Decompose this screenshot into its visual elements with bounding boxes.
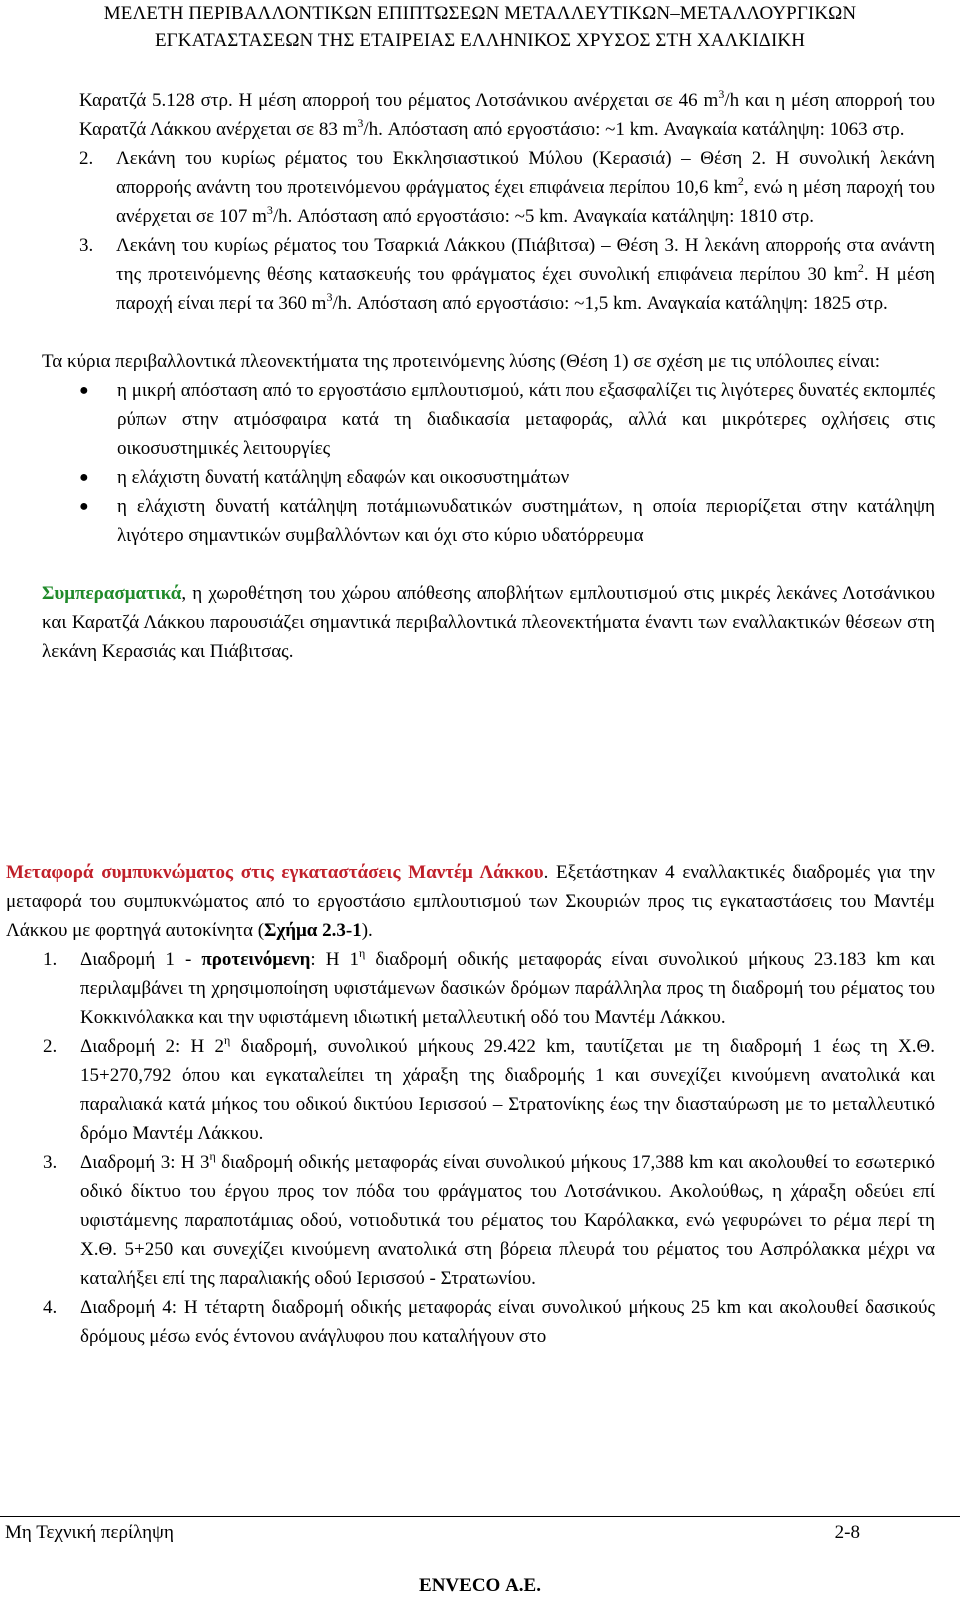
transport-paragraph <box>6 858 935 945</box>
superscript: 3 <box>357 116 364 130</box>
text: . Η μέση παροχή είναι περί τα 360 m <box>116 264 935 314</box>
superscript: 3 <box>718 87 725 101</box>
route-number: 3. <box>43 1152 58 1173</box>
route-item-2 <box>43 1032 935 1148</box>
route-item-3 <box>43 1148 935 1293</box>
advantages-intro: Τα κύρια περιβαλλοντικά πλεονεκτήματα της προτεινόμενης λύσης (Θέση 1) σε σχέση με τις υπόλοιπες είναι: <box>42 351 881 372</box>
text: : Η 1 <box>310 949 359 970</box>
route-item-1 <box>43 945 935 1032</box>
document-body <box>42 86 935 695</box>
text: η ελάχιστη δυνατή κατάληψη ποτάμιωνυδατικών συστημάτων, η οποία περιορίζεται στην κατάληψη λιγότερο σημαντικών συμβαλλόντων και όχι στο κύριο υδατόρρευμα <box>117 496 935 546</box>
spacer <box>42 318 935 347</box>
text: /h. Απόσταση από εργοστάσιο: ~1 km. Αναγκαία κατάληψη: 1063 στρ. <box>363 119 905 140</box>
route-list <box>43 945 935 1351</box>
text: Καρατζά 5.128 στρ. Η μέση απορροή του ρέματος Λοτσάνικου ανέρχεται σε 46 m <box>79 90 719 111</box>
advantages-list <box>42 376 935 550</box>
text: /h και η μέση απορροή του Καρατζά Λάκκου ανέρχεται σε 83 m <box>79 90 936 140</box>
text: διαδρομή οδικής μεταφοράς είναι συνολικού μήκους 17,388 km και ακολουθεί το εσωτερικό οδικό δίκτυο του έργου προς τον πόδα του φράγματος του Λοτσάνικου. Ακολούθως, η χάραξη οδεύει επί υφιστάμενης παραποτάμιας οδού, νοτιοδυτικά του ρέματος του Καρόλακκα, ενώ γεφυρώνει το ρέμα περί τη Χ.Θ. 5+250 και συνεχίζει κινούμενη ανατολικά στη βόρεια πλευρά του ρέματος του Ασπρόλακκα μέχρι να καταλήξει επί της παραλιακής οδού Ιερισσού - Στρατωνίου. <box>80 1152 935 1289</box>
superscript: η <box>358 946 366 960</box>
footer-divider <box>0 1516 960 1517</box>
site-number: 2. <box>79 148 94 169</box>
text: η ελάχιστη δυνατή κατάληψη εδαφών και οικοσυστημάτων <box>117 467 570 488</box>
text: ). <box>361 920 373 941</box>
text: Διαδρομή 1 - <box>80 949 202 970</box>
footer-title: Μη Τεχνική περίληψη <box>5 1522 174 1543</box>
superscript: 2 <box>737 174 744 188</box>
text: Διαδρομή 4: Η τέταρτη διαδρομή οδικής μεταφοράς είναι συνολικού μήκους 25 km και ακολουθεί δασικούς δρόμους μέσω ενός έντονου ανάγλυφου που καταλήγουν στο <box>80 1297 935 1347</box>
list-item <box>42 376 935 463</box>
site-item-2 <box>79 144 935 231</box>
bullet-icon: ● <box>79 382 89 399</box>
text: διαδρομή οδικής μεταφοράς είναι συνολικού μήκους 23.183 km και περιλαμβάνει τη χρησιμοποίηση υφιστάμενων δασικών δρόμων παράλληλα προς τη διαδρομή του ρέματος του Κοκκινόλακκα και την υφιστάμενη ιδιωτική μεταλλευτική οδό του Μαντέμ Λάκκου. <box>80 949 936 1028</box>
superscript: 2 <box>857 261 864 275</box>
proposed-label: προτεινόμενη <box>201 949 311 970</box>
text: , η χωροθέτηση του χώρου απόθεσης αποβλήτων εμπλουτισμού στις μικρές λεκάνες Λοτσάνικου και Καρατζά Λάκκου παρουσιάζει σημαντικά περιβαλλοντικά πλεονεκτήματα έναντι των εναλλακτικών θέσεων στη λεκάνη Κερασιάς και Πιάβιτσας. <box>42 583 935 662</box>
text: Λεκάνη του κυρίως ρέματος του Τσαρκιά Λάκκου (Πιάβιτσα) – Θέση 3. Η λεκάνη απορροής στα ανάντη της προτεινόμενης θέσης κατασκευής του φράγματος έχει συνολική επιφάνεια περίπου 30 km <box>116 235 935 285</box>
conclusion-lead: Συμπερασματικά <box>42 583 182 604</box>
spacer <box>42 666 935 695</box>
superscript: 3 <box>266 203 273 217</box>
header-line-2: ΕΓΚΑΤΑΣΤΑΣΕΩΝ ΤΗΣ ΕΤΑΙΡΕΙΑΣ ΕΛΛΗΝΙΚΟΣ ΧΡΥΣΟΣ ΣΤΗ ΧΑΛΚΙΔΙΚΗ <box>154 30 806 51</box>
text: η μικρή απόσταση από το εργοστάσιο εμπλουτισμού, κάτι που εξασφαλίζει τις λιγότερες δυνατές εκπομπές ρύπων στην ατμόσφαιρα κατά τη διαδικασία μεταφοράς, αλλά και μικρότερες οχλήσεις στις οικοσυστημικές λειτουργίες <box>117 380 935 459</box>
text: Διαδρομή 3: Η 3 <box>80 1152 210 1173</box>
figure-reference: Σχήμα 2.3-1 <box>264 920 362 941</box>
transport-lead: Μεταφορά συμπυκνώματος στις εγκαταστάσεις Μαντέμ Λάκκου <box>6 862 544 883</box>
text: , ενώ η μέση παροχή του ανέρχεται σε 107 m <box>116 177 936 227</box>
text: . Εξετάστηκαν 4 εναλλακτικές διαδρομές για την μεταφορά του συμπυκνώματος από το εργοστάσιο εμπλουτισμού των Σκουριών προς τις εγκαταστάσεις του Μαντέμ Λάκκου με φορτηγά αυτοκίνητα ( <box>6 862 935 941</box>
list-item <box>42 492 935 550</box>
superscript: η <box>209 1149 216 1163</box>
bullet-icon: ● <box>79 498 89 515</box>
header-line-1: ΜΕΛΕΤΗ ΠΕΡΙΒΑΛΛΟΝΤΙΚΩΝ ΕΠΙΠΤΩΣΕΩΝ ΜΕΤΑΛΛΕΥΤΙΚΩΝ–ΜΕΤΑΛΛΟΥΡΓΙΚΩΝ <box>103 3 857 24</box>
route-number: 1. <box>43 949 58 970</box>
text: /h. Απόσταση από εργοστάσιο: ~5 km. Αναγκαία κατάληψη: 1810 στρ. <box>272 206 814 227</box>
site-list <box>79 144 935 318</box>
site-number: 3. <box>79 235 94 256</box>
transport-section <box>6 858 935 1351</box>
text: /h. Απόσταση από εργοστάσιο: ~1,5 km. Αναγκαία κατάληψη: 1825 στρ. <box>332 293 888 314</box>
route-number: 4. <box>43 1297 58 1318</box>
text: Διαδρομή 2: Η 2 <box>80 1036 225 1057</box>
bullet-icon: ● <box>79 469 89 486</box>
page-header <box>0 0 960 54</box>
spacer <box>42 550 935 579</box>
route-item-4 <box>43 1293 935 1351</box>
superscript: 3 <box>326 290 333 304</box>
footer-company: ENVECO Α.Ε. <box>419 1575 541 1596</box>
page-number: 2-8 <box>834 1522 860 1543</box>
route-number: 2. <box>43 1036 58 1057</box>
text: διαδρομή, συνολικού μήκους 29.422 km, ταυτίζεται με τη διαδρομή 1 έως τη Χ.Θ. 15+270,792 όπου και εγκαταλείπει τη χάραξη της διαδρομής 1 και συνεχίζει κινούμενη ανατολικά και παραλιακά κατά μήκος του οδικού δικτύου Ιερισσού – Στρατονίκης έως την διασταύρωση με το μεταλλευτικό δρόμο Μαντέμ Λάκκου. <box>80 1036 936 1144</box>
site-1-continuation <box>79 86 935 144</box>
text: Λεκάνη του κυρίως ρέματος του Εκκλησιαστικού Μύλου (Κερασιά) – Θέση 2. Η συνολική λεκάνη απορροής ανάντη του προτεινόμενου φράγματος έχει επιφάνεια περίπου 10,6 km <box>116 148 935 198</box>
conclusion-paragraph <box>42 579 935 666</box>
site-item-3 <box>79 231 935 318</box>
list-item <box>42 463 935 492</box>
superscript: η <box>224 1033 231 1047</box>
